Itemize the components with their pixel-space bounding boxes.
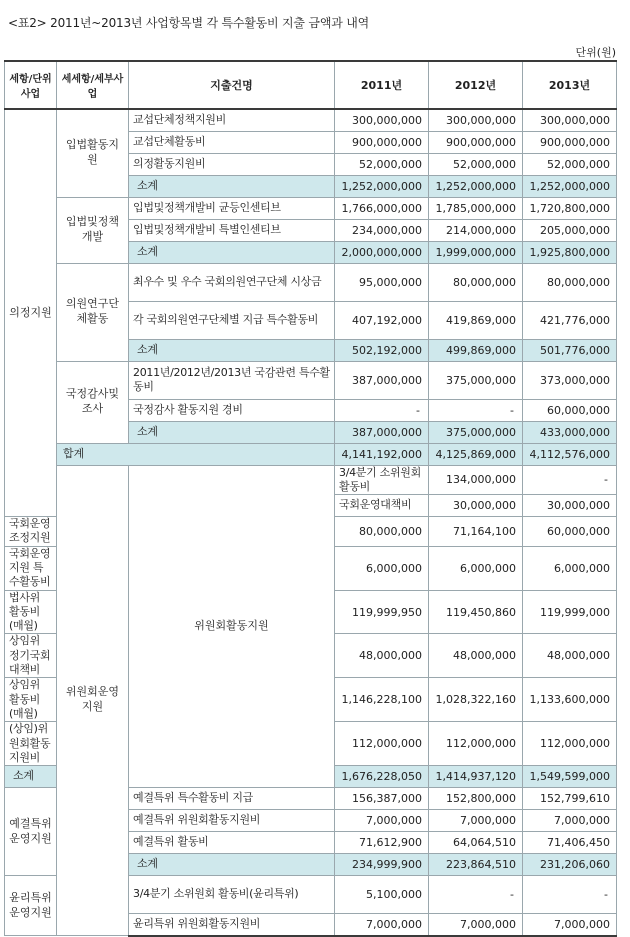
value-2011: 48,000,000 [335, 634, 429, 678]
value-2012: 112,000,000 [429, 722, 523, 766]
value-2011: 387,000,000 [335, 421, 429, 443]
value-2013: 231,206,060 [523, 854, 617, 876]
value-2013: 1,133,600,000 [523, 678, 617, 722]
value-2013: 112,000,000 [523, 722, 617, 766]
value-2013: 1,720,800,000 [523, 197, 617, 219]
expense-item: 최우수 및 우수 국회의원연구단체 시상금 [129, 263, 335, 301]
value-2011: 6,000,000 [335, 546, 429, 590]
value-2013: 119,999,000 [523, 590, 617, 634]
unit-project-cell: 위원회운영지원 [57, 465, 129, 936]
value-2013: 1,925,800,000 [523, 241, 617, 263]
value-2011: - [335, 399, 429, 421]
expense-item: (상임)위원회활동지원비 [5, 722, 57, 766]
expense-item: 교섭단체활동비 [129, 131, 335, 153]
value-2012: 1,999,000,000 [429, 241, 523, 263]
value-2011: 5,100,000 [335, 876, 429, 914]
header-row [5, 61, 617, 109]
expense-item: 예결특위 활동비 [129, 832, 335, 854]
table-row [5, 465, 617, 495]
value-2011: 234,999,900 [335, 854, 429, 876]
value-2012: 71,164,100 [429, 517, 523, 547]
value-2012: - [429, 399, 523, 421]
subtotal-label: 소계 [129, 175, 335, 197]
expense-item: 2011년/2012년/2013년 국감관련 특수활동비 [129, 361, 335, 399]
expense-item: 국회운영지원 특수활동비 [5, 546, 57, 590]
subtotal-label: 소계 [129, 854, 335, 876]
unit-project-cell: 의정지원 [5, 109, 57, 517]
expense-item: 상임위 정기국회대책비 [5, 634, 57, 678]
value-2011: 387,000,000 [335, 361, 429, 399]
unit-label: 단위(원) [575, 46, 616, 59]
expense-item: 법사위 활동비(매월) [5, 590, 57, 634]
value-2011: 2,000,000,000 [335, 241, 429, 263]
value-2013: 7,000,000 [523, 914, 617, 936]
value-2013: 205,000,000 [523, 219, 617, 241]
value-2012: 1,785,000,000 [429, 197, 523, 219]
expense-item: 교섭단체정책지원비 [129, 109, 335, 131]
sub-project-cell: 예결특위운영지원 [5, 788, 57, 876]
expense-item: 윤리특위 위원회활동지원비 [129, 914, 335, 936]
value-2013: 300,000,000 [523, 109, 617, 131]
value-2013: 900,000,000 [523, 131, 617, 153]
header-2013: 2013년 [523, 61, 617, 109]
value-2012: 30,000,000 [523, 495, 617, 517]
value-2011: 119,999,950 [335, 590, 429, 634]
value-2012: 7,000,000 [429, 810, 523, 832]
table-row [5, 109, 617, 131]
value-2013: 48,000,000 [523, 634, 617, 678]
value-2012: - [429, 876, 523, 914]
value-2012: 214,000,000 [429, 219, 523, 241]
total-row [5, 443, 617, 465]
value-2012: 152,800,000 [429, 788, 523, 810]
value-2012: 4,125,869,000 [429, 443, 523, 465]
total-label: 합계 [57, 443, 335, 465]
value-2011: 71,612,900 [335, 832, 429, 854]
value-2011: 30,000,000 [429, 495, 523, 517]
value-2012: 419,869,000 [429, 301, 523, 339]
sub-project-cell: 윤리특위운영지원 [5, 876, 57, 936]
value-2013: 80,000,000 [523, 263, 617, 301]
header-2012: 2012년 [429, 61, 523, 109]
value-2012: 7,000,000 [429, 914, 523, 936]
value-2012: 375,000,000 [429, 361, 523, 399]
value-2011: 52,000,000 [335, 153, 429, 175]
sub-project-cell: 위원회활동지원 [129, 465, 335, 788]
value-2012: 499,869,000 [429, 339, 523, 361]
expense-item: 상임위 활동비(매월) [5, 678, 57, 722]
expense-item: 입법및정책개발비 균등인센티브 [129, 197, 335, 219]
expense-item: 의정활동지원비 [129, 153, 335, 175]
expense-item: 입법및정책개발비 특별인센티브 [129, 219, 335, 241]
value-2011: 80,000,000 [335, 517, 429, 547]
value-2013: 71,406,450 [523, 832, 617, 854]
value-2013: 6,000,000 [523, 546, 617, 590]
value-2012: 48,000,000 [429, 634, 523, 678]
value-2011: 112,000,000 [335, 722, 429, 766]
value-2012: 900,000,000 [429, 131, 523, 153]
value-2012: 300,000,000 [429, 109, 523, 131]
value-2011: 4,141,192,000 [335, 443, 429, 465]
table-row [5, 263, 617, 301]
sub-project-cell: 국정감사및 조사 [57, 361, 129, 443]
expense-item: 예결특위 특수활동비 지급 [129, 788, 335, 810]
expense-item: 3/4분기 소위원회 활동비 [335, 465, 429, 495]
value-2013: 373,000,000 [523, 361, 617, 399]
table-caption: <표2> 2011년~2013년 사업항목별 각 특수활동비 지출 금액과 내역 [8, 16, 370, 30]
expense-table [4, 60, 617, 937]
value-2013: 7,000,000 [523, 810, 617, 832]
value-2011: 1,766,000,000 [335, 197, 429, 219]
value-2012: 1,028,322,160 [429, 678, 523, 722]
expense-item: 각 국회의원연구단체별 지급 특수활동비 [129, 301, 335, 339]
header-2011: 2011년 [335, 61, 429, 109]
header-expense-item: 지출건명 [129, 61, 335, 109]
value-2011: 1,146,228,100 [335, 678, 429, 722]
expense-item: 3/4분기 소위원회 활동비(윤리특위) [129, 876, 335, 914]
table-row [5, 361, 617, 399]
value-2012: - [523, 465, 617, 495]
value-2011: 900,000,000 [335, 131, 429, 153]
value-2012: 119,450,860 [429, 590, 523, 634]
value-2013: 1,252,000,000 [523, 175, 617, 197]
value-2013: 152,799,610 [523, 788, 617, 810]
subtotal-label: 소계 [129, 241, 335, 263]
value-2013: 421,776,000 [523, 301, 617, 339]
value-2012: 52,000,000 [429, 153, 523, 175]
expense-item: 예결특위 위원회활동지원비 [129, 810, 335, 832]
value-2011: 1,676,228,050 [335, 766, 429, 788]
value-2011: 234,000,000 [335, 219, 429, 241]
value-2011: 407,192,000 [335, 301, 429, 339]
value-2012: 223,864,510 [429, 854, 523, 876]
value-2012: 64,064,510 [429, 832, 523, 854]
sub-project-cell: 입법및정책개발 [57, 197, 129, 263]
value-2013: 433,000,000 [523, 421, 617, 443]
value-2011: 134,000,000 [429, 465, 523, 495]
sub-project-cell: 입법활동지원 [57, 109, 129, 197]
value-2013: 1,549,599,000 [523, 766, 617, 788]
value-2013: 4,112,576,000 [523, 443, 617, 465]
value-2011: 7,000,000 [335, 914, 429, 936]
value-2012: 6,000,000 [429, 546, 523, 590]
value-2013: 501,776,000 [523, 339, 617, 361]
value-2012: 375,000,000 [429, 421, 523, 443]
value-2012: 80,000,000 [429, 263, 523, 301]
sub-project-cell: 의원연구단체활동 [57, 263, 129, 361]
value-2013: - [523, 876, 617, 914]
value-2011: 502,192,000 [335, 339, 429, 361]
value-2011: 300,000,000 [335, 109, 429, 131]
expense-item: 국정감사 활동지원 경비 [129, 399, 335, 421]
value-2013: 52,000,000 [523, 153, 617, 175]
subtotal-label: 소계 [129, 339, 335, 361]
table-row [5, 197, 617, 219]
value-2011: 1,252,000,000 [335, 175, 429, 197]
value-2013: 60,000,000 [523, 517, 617, 547]
value-2012: 1,252,000,000 [429, 175, 523, 197]
expense-item: 국회운영대책비 [335, 495, 429, 517]
value-2011: 7,000,000 [335, 810, 429, 832]
header-unit-project: 세항/단위사업 [5, 61, 57, 109]
value-2012: 1,414,937,120 [429, 766, 523, 788]
subtotal-label: 소계 [129, 421, 335, 443]
expense-item: 국회운영조정지원 [5, 517, 57, 547]
value-2013: 60,000,000 [523, 399, 617, 421]
value-2011: 95,000,000 [335, 263, 429, 301]
subtotal-label: 소계 [5, 766, 57, 788]
value-2011: 156,387,000 [335, 788, 429, 810]
header-sub-project: 세세항/세부사업 [57, 61, 129, 109]
